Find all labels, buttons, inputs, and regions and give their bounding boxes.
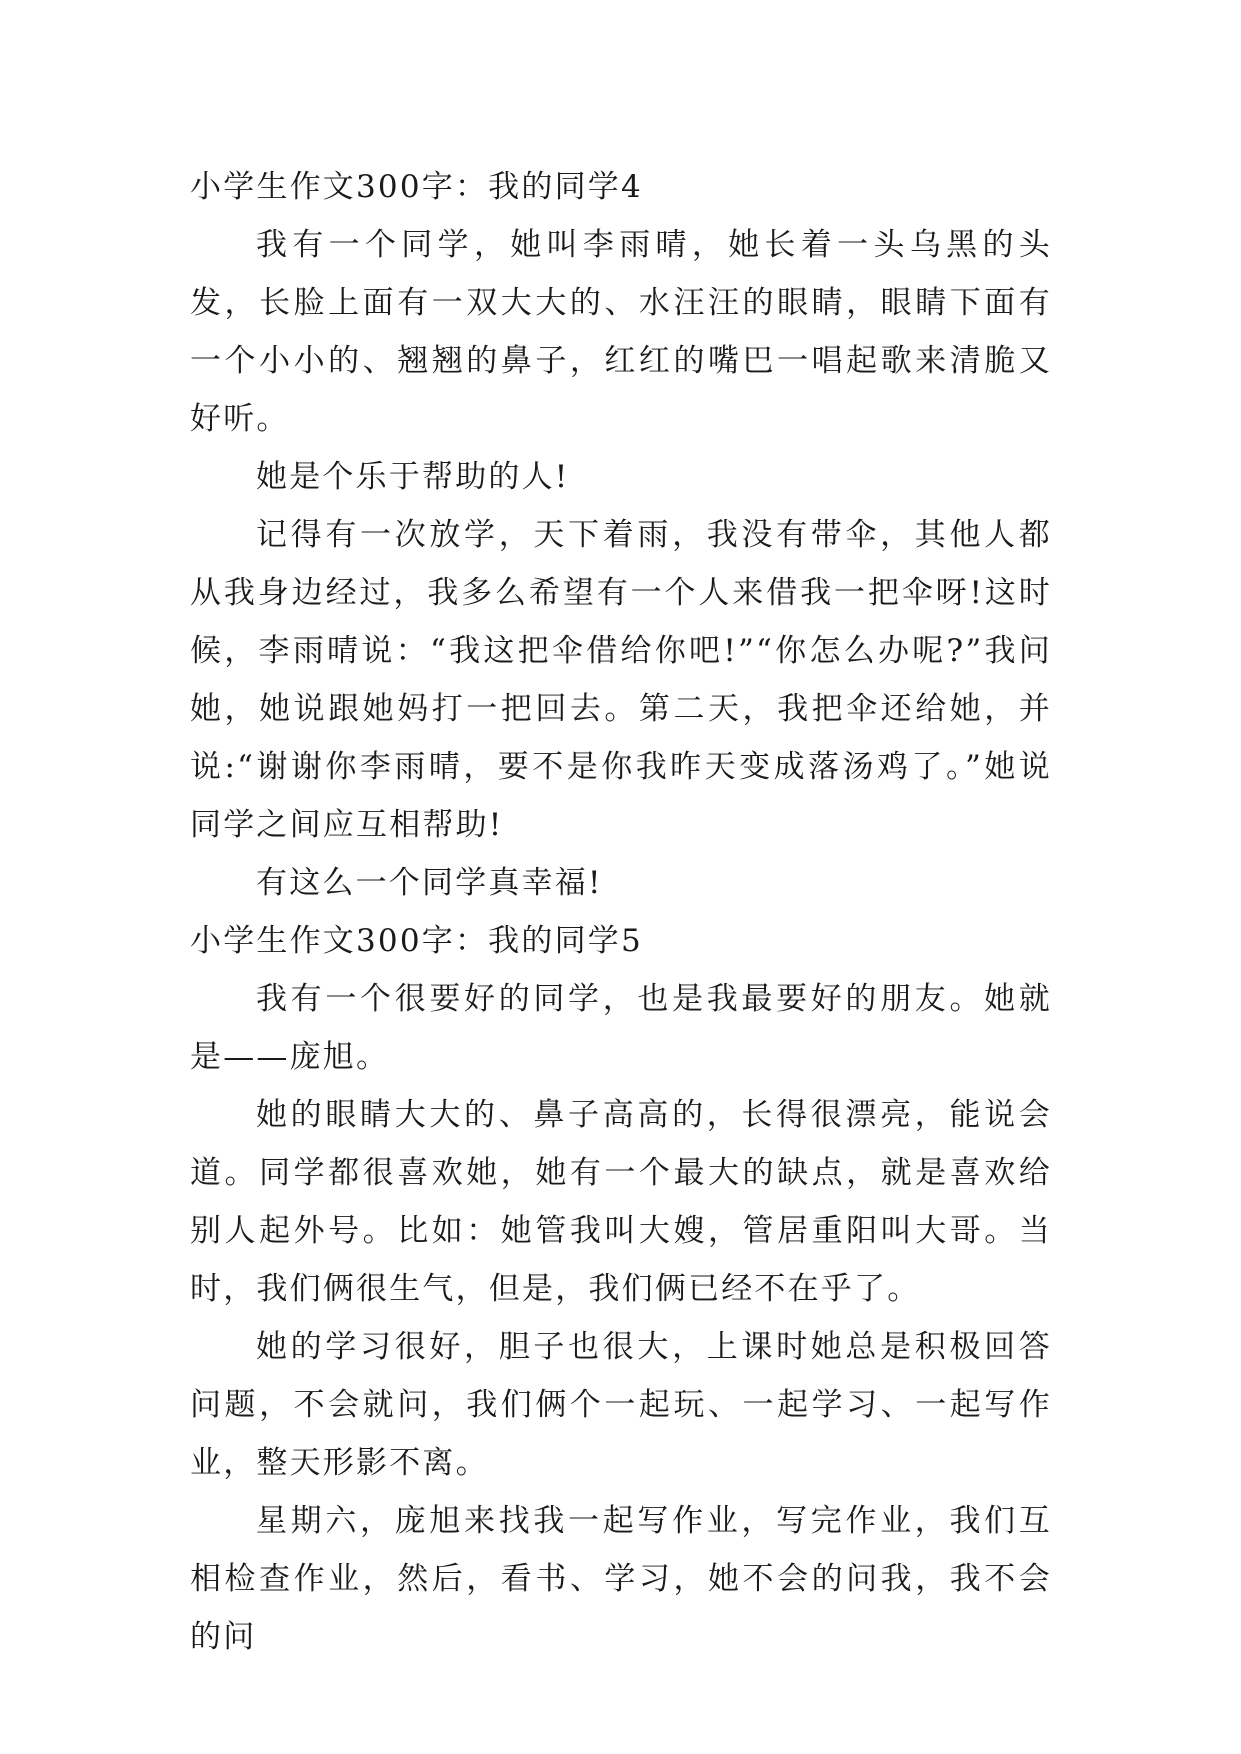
essay-title-5: 小学生作文300字：我的同学5	[190, 923, 643, 959]
paragraph: 她的学习很好，胆子也很大，上课时她总是积极回答问题，不会就问，我们俩个一起玩、一起学习、一起写作业，整天形影不离。	[190, 1329, 1052, 1481]
paragraph: 星期六，庞旭来找我一起写作业，写完作业，我们互相检查作业，然后，看书、学习，她不会的问我，我不会的问	[190, 1503, 1052, 1655]
paragraph: 记得有一次放学，天下着雨，我没有带伞，其他人都从我身边经过，我多么希望有一个人来借我一把伞呀!这时候，李雨晴说：“我这把伞借给你吧!”“你怎么办呢?”我问她，她说跟她妈打一把回去。第二天，我把伞还给她，并说:“谢谢你李雨晴，要不是你我昨天变成落汤鸡了。”她说同学之间应互相帮助!	[190, 517, 1052, 843]
paragraph: 我有一个很要好的同学，也是我最要好的朋友。她就是——庞旭。	[190, 981, 1052, 1075]
paragraph: 我有一个同学，她叫李雨晴，她长着一头乌黑的头发，长脸上面有一双大大的、水汪汪的眼睛，眼睛下面有一个小小的、翘翘的鼻子，红红的嘴巴一唱起歌来清脆又好听。	[190, 227, 1052, 437]
paragraph: 她是个乐于帮助的人!	[256, 459, 570, 495]
paragraph: 有这么一个同学真幸福!	[256, 865, 603, 901]
paragraph: 她的眼睛大大的、鼻子高高的，长得很漂亮，能说会道。同学都很喜欢她，她有一个最大的缺点，就是喜欢给别人起外号。比如：她管我叫大嫂，管居重阳叫大哥。当时，我们俩很生气，但是，我们俩已经不在乎了。	[190, 1097, 1052, 1307]
document-body	[190, 158, 1052, 1666]
essay-title-4: 小学生作文300字：我的同学4	[190, 169, 643, 205]
